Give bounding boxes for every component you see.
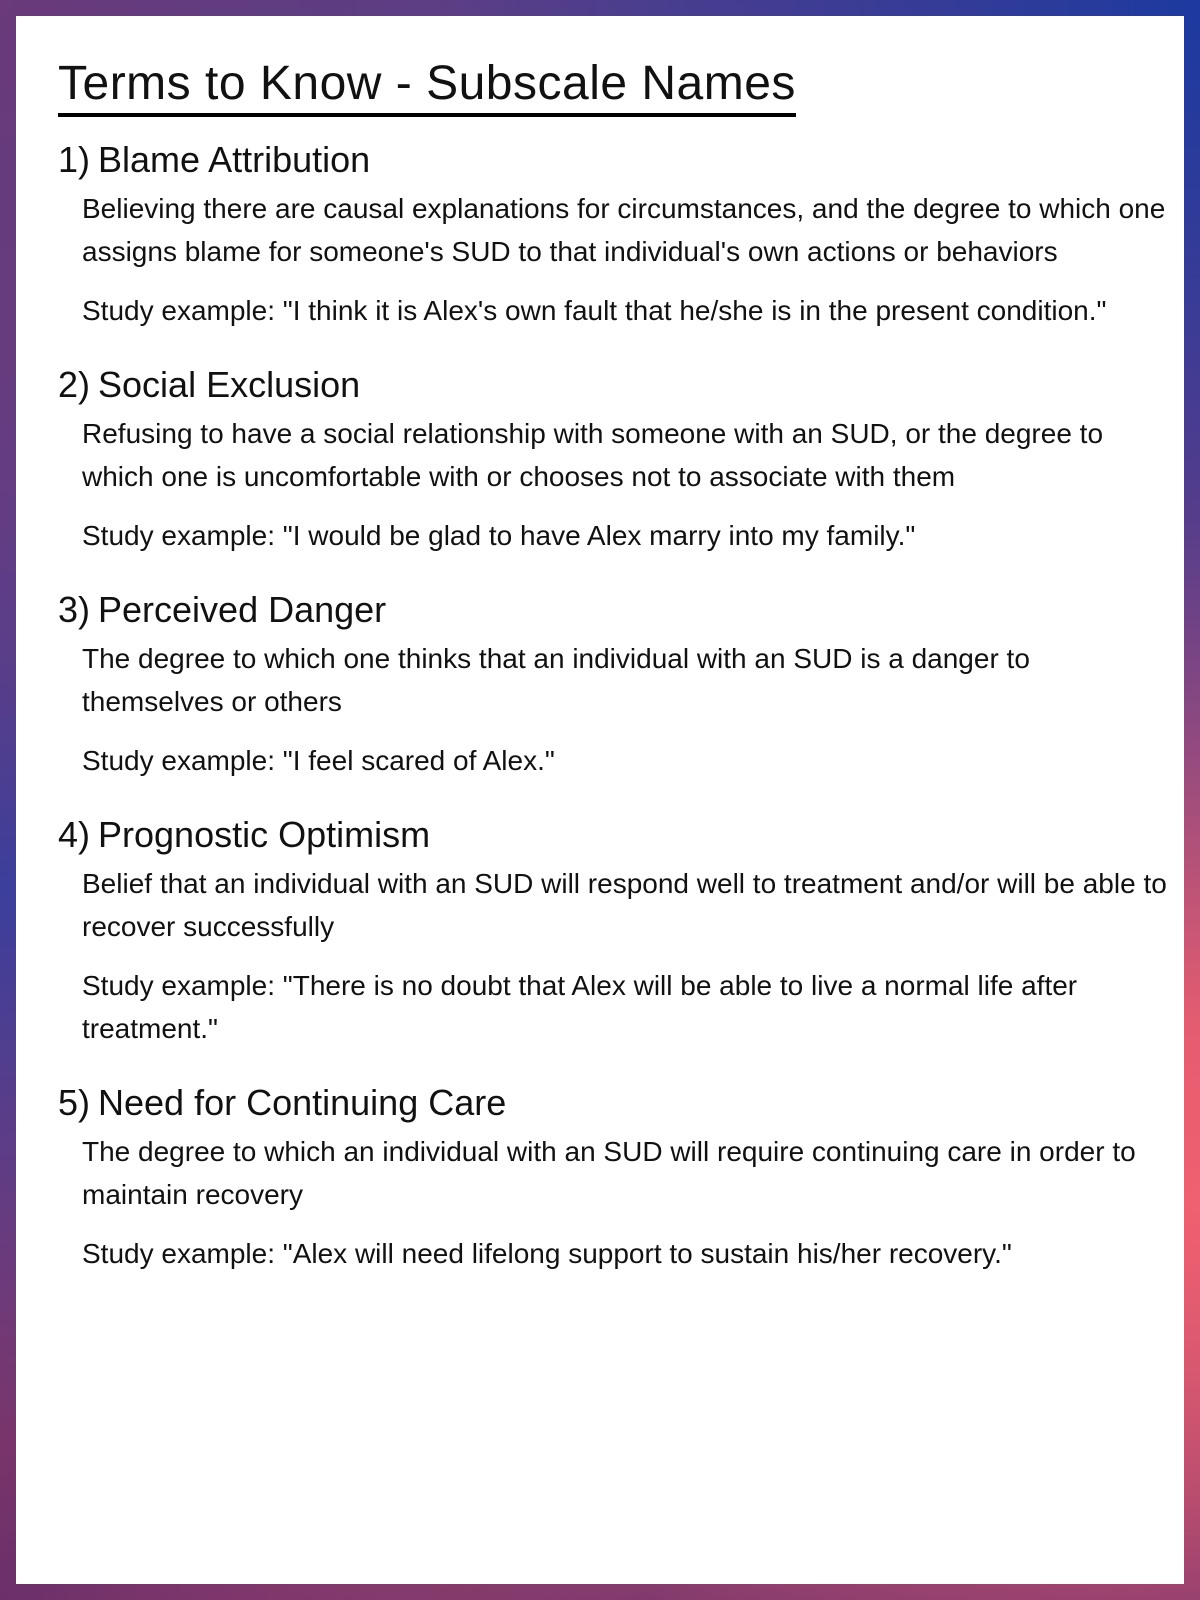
- section-definition: The degree to which one thinks that an individual with an SUD is a danger to themselves or others: [82, 643, 1030, 717]
- section-example: Study example: "I would be glad to have Alex marry into my family.": [82, 520, 916, 551]
- section-definition: Refusing to have a social relationship with someone with an SUD, or the degree to which one is uncomfortable with or chooses not to associate with them: [82, 418, 1104, 492]
- section-number: 1): [58, 139, 91, 180]
- section-title: Social Exclusion: [98, 364, 361, 405]
- section-need-for-continuing-care: [58, 1082, 1144, 1275]
- section-heading: [58, 139, 1144, 181]
- section-number: 2): [58, 364, 91, 405]
- section-title: Perceived Danger: [98, 589, 387, 630]
- section-blame-attribution: [58, 139, 1166, 332]
- section-definition: Believing there are causal explanations for circumstances, and the degree to which one assigns blame for someone's SUD to that individual's own actions or behaviors: [82, 193, 1166, 267]
- section-example: Study example: "There is no doubt that Alex will be able to live a normal life after treatment.": [82, 970, 1078, 1044]
- page-title: Terms to Know - Subscale Names: [58, 56, 796, 117]
- section-heading: [58, 589, 1144, 631]
- section-example: Study example: "Alex will need lifelong support to sustain his/her recovery.": [82, 1238, 1012, 1269]
- section-title: Need for Continuing Care: [98, 1082, 507, 1123]
- section-number: 3): [58, 589, 91, 630]
- section-title: Blame Attribution: [98, 139, 371, 180]
- section-number: 5): [58, 1082, 91, 1123]
- section-heading: [58, 814, 1144, 856]
- section-heading: [58, 1082, 1144, 1124]
- section-heading: [58, 364, 1144, 406]
- section-example: Study example: "I think it is Alex's own fault that he/she is in the present condition.": [82, 295, 1107, 326]
- section-definition: Belief that an individual with an SUD will respond well to treatment and/or will be able to recover successfully: [82, 868, 1167, 942]
- section-perceived-danger: [58, 589, 1144, 782]
- section-definition: The degree to which an individual with an SUD will require continuing care in order to maintain recovery: [82, 1136, 1136, 1210]
- section-example: Study example: "I feel scared of Alex.": [82, 745, 555, 776]
- content-card: [16, 16, 1184, 1584]
- section-prognostic-optimism: [58, 814, 1167, 1050]
- section-social-exclusion: [58, 364, 1144, 557]
- section-number: 4): [58, 814, 91, 855]
- section-title: Prognostic Optimism: [98, 814, 431, 855]
